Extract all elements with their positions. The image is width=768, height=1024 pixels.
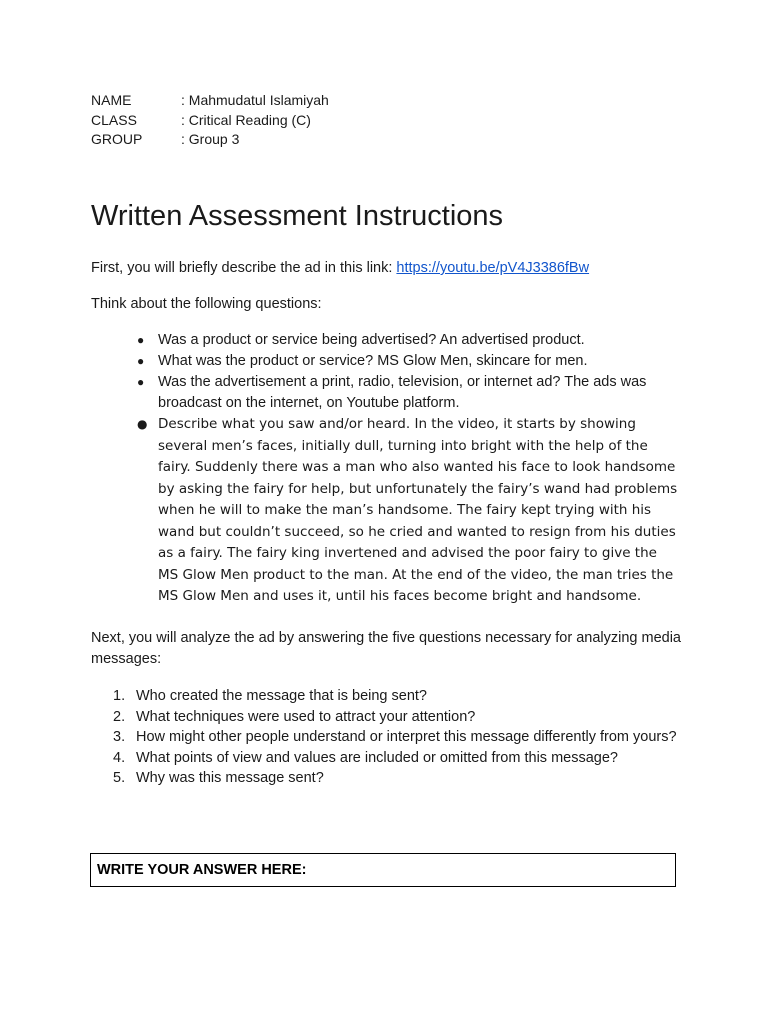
- group-label: GROUP: [91, 131, 143, 147]
- next-paragraph: Next, you will analyze the ad by answering the five questions necessary for analyzing media messages:: [91, 630, 681, 667]
- question-number: 3.: [113, 729, 126, 745]
- list-item: [91, 768, 681, 789]
- page-title: Written Assessment Instructions: [91, 200, 504, 232]
- bullet-icon: ●: [137, 333, 145, 347]
- question-bullet-list: [91, 330, 681, 608]
- list-item: [91, 414, 681, 608]
- question-text: What points of view and values are included or omitted from this message?: [136, 749, 618, 766]
- student-class-row: [91, 111, 329, 131]
- question-number: 4.: [113, 749, 126, 766]
- analysis-question-list: [91, 686, 681, 789]
- class-value: : Critical Reading (C): [181, 111, 311, 128]
- question-number: 5.: [113, 770, 126, 786]
- intro-paragraph: [91, 258, 681, 279]
- class-label: CLASS: [91, 111, 137, 128]
- student-group-row: [91, 130, 329, 150]
- answer-label: WRITE YOUR ANSWER HERE:: [97, 862, 307, 878]
- name-value: : Mahmudatul Islamiyah: [181, 92, 329, 108]
- video-link[interactable]: https://youtu.be/pV4J3386fBw: [396, 260, 590, 276]
- list-item: [91, 686, 681, 707]
- question-number: 2.: [113, 708, 126, 725]
- think-label: Think about the following questions:: [91, 296, 322, 312]
- student-info: [91, 91, 329, 150]
- list-item: [91, 330, 681, 351]
- list-item: [91, 727, 681, 748]
- list-item: [91, 351, 681, 372]
- bullet-text: Was the advertisement a print, radio, television, or internet ad? The ads was broadcast on the internet, on Youtube platform.: [158, 374, 647, 411]
- question-text: Who created the message that is being sent?: [136, 688, 427, 704]
- question-text: Why was this message sent?: [136, 770, 324, 786]
- bullet-text: Describe what you saw and/or heard. In the video, it starts by showing several men’s faces, initially dull, turning into bright with the help of the fairy. Suddenly there was a man who also wanted his face to look handsome by asking the fairy for help, but unfortunately the fairy’s wand had problems when he will to make the man’s handsome. The fairy kept trying with his wand but couldn’t succeed, so he cried and wanted to resign from his duties as a fairy. The fairy king invertened and advised the poor fairy to give the MS Glow Men product to the man. At the end of the video, the man tries the MS Glow Men and uses it, until his faces become bright and handsome.: [158, 416, 678, 604]
- question-text: What techniques were used to attract your attention?: [136, 708, 476, 725]
- name-label: NAME: [91, 92, 132, 108]
- question-number: 1.: [113, 688, 126, 704]
- bullet-text: What was the product or service? MS Glow Men, skincare for men.: [158, 353, 588, 369]
- bullet-icon: ●: [137, 417, 148, 431]
- bullet-icon: ●: [137, 375, 145, 389]
- intro-text: First, you will briefly describe the ad in this link:: [91, 260, 397, 276]
- list-item: [91, 372, 681, 414]
- bullet-icon: ●: [137, 354, 145, 368]
- list-item: [91, 748, 681, 769]
- question-text: How might other people understand or interpret this message differently from yours?: [136, 729, 677, 745]
- bullet-text: Was a product or service being advertised? An advertised product.: [158, 332, 585, 348]
- group-value: : Group 3: [181, 131, 240, 147]
- answer-box[interactable]: [90, 853, 676, 887]
- list-item: [91, 707, 681, 728]
- student-name-row: [91, 91, 329, 111]
